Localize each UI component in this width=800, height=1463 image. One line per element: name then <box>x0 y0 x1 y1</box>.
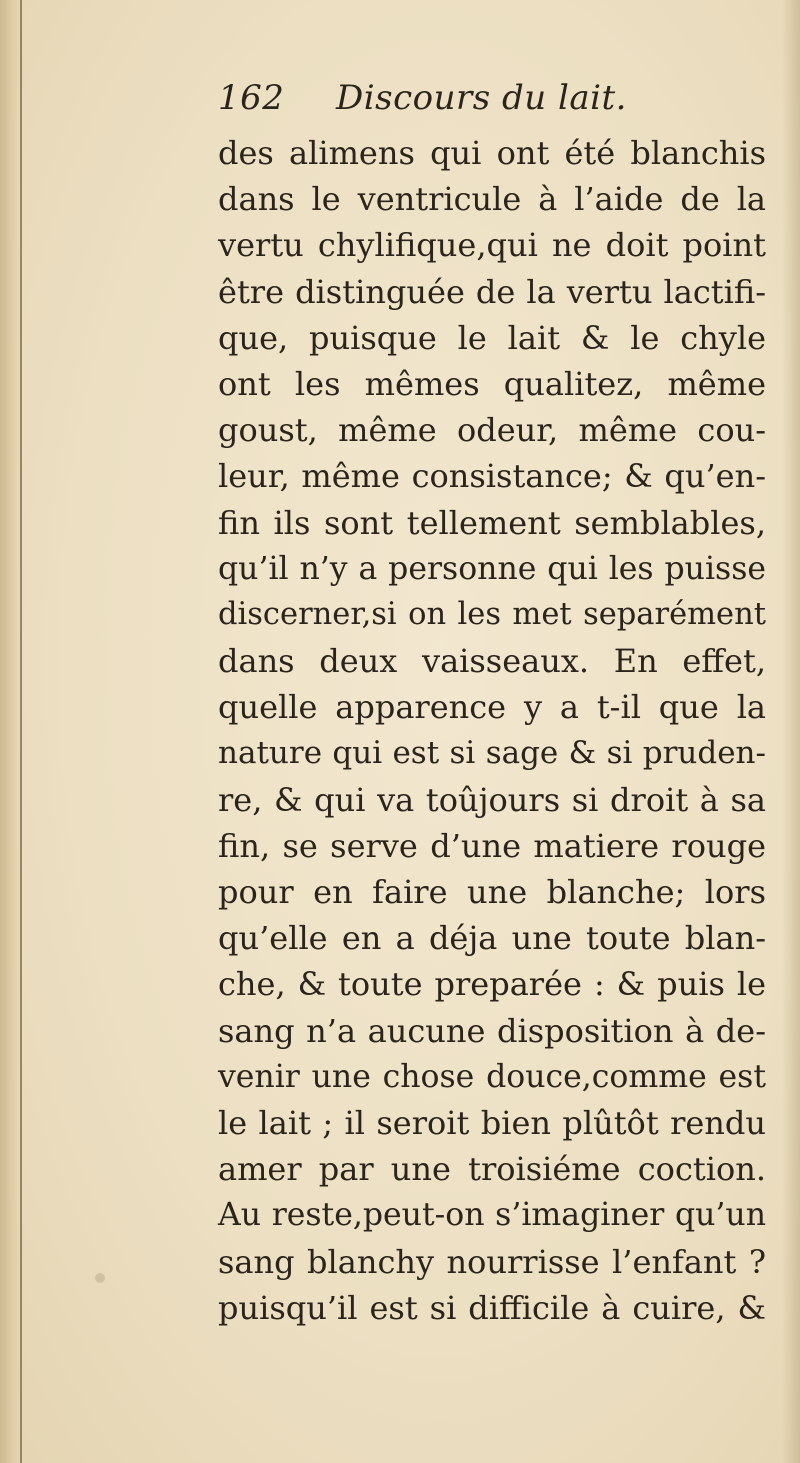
text-line: fin ils sont tellement semblables, <box>218 503 766 542</box>
text-line: pour en faire une blanche; lors <box>218 873 766 911</box>
text-line: sang blanchy nourrisse l’enfant ? <box>218 1242 766 1281</box>
text-block <box>218 78 766 1331</box>
text-line: des alimens qui ont été blanchis <box>218 134 766 172</box>
page-number: 162 <box>218 78 285 118</box>
text-line: ont les mêmes qualitez, même <box>218 364 766 403</box>
text-line: che, & toute preparée : & puis le <box>218 965 766 1004</box>
text-line: discerner,si on les met separément <box>218 596 766 632</box>
binding-edge <box>0 0 22 1463</box>
text-line: fin, se serve d’une matiere rouge <box>218 826 766 865</box>
text-line: dans deux vaisseaux. En effet, <box>218 642 766 681</box>
running-title: Discours du lait. <box>336 78 627 118</box>
text-line: le lait ; il seroit bien plûtôt rendu <box>218 1103 766 1142</box>
text-line: que, puisque le lait & le chyle <box>218 318 766 357</box>
text-line: vertu chylifique,qui ne doit point <box>218 226 766 265</box>
text-line: venir une chose douce,comme est <box>218 1058 766 1095</box>
text-line: qu’il n’y a personne qui les puisse <box>218 550 766 587</box>
paper-spot <box>95 1273 105 1283</box>
text-line: dans le ventricule à l’aide de la <box>218 180 766 219</box>
text-line: amer par une troisiéme coction. <box>218 1150 766 1189</box>
page-edge-line <box>20 0 22 1463</box>
text-line: nature qui est si sage & si pruden- <box>218 735 766 772</box>
text-line: être distinguée de la vertu lactifi- <box>218 272 766 311</box>
text-line: Au reste,peut-on s’imaginer qu’un <box>218 1197 766 1234</box>
text-line: re, & qui va toûjours si droit à sa <box>218 780 766 819</box>
page-right-shadow <box>782 0 800 1463</box>
text-line: leur, même consistance; & qu’en- <box>218 457 766 496</box>
text-line: qu’elle en a déja une toute blan- <box>218 919 766 958</box>
text-line: puisqu’il est si difficile à cuire, & <box>218 1288 766 1327</box>
text-line: sang n’a aucune disposition à de- <box>218 1011 766 1050</box>
text-line: quelle apparence y a t-il que la <box>218 688 766 727</box>
running-head <box>218 78 766 130</box>
text-line: goust, même odeur, même cou- <box>218 411 766 450</box>
